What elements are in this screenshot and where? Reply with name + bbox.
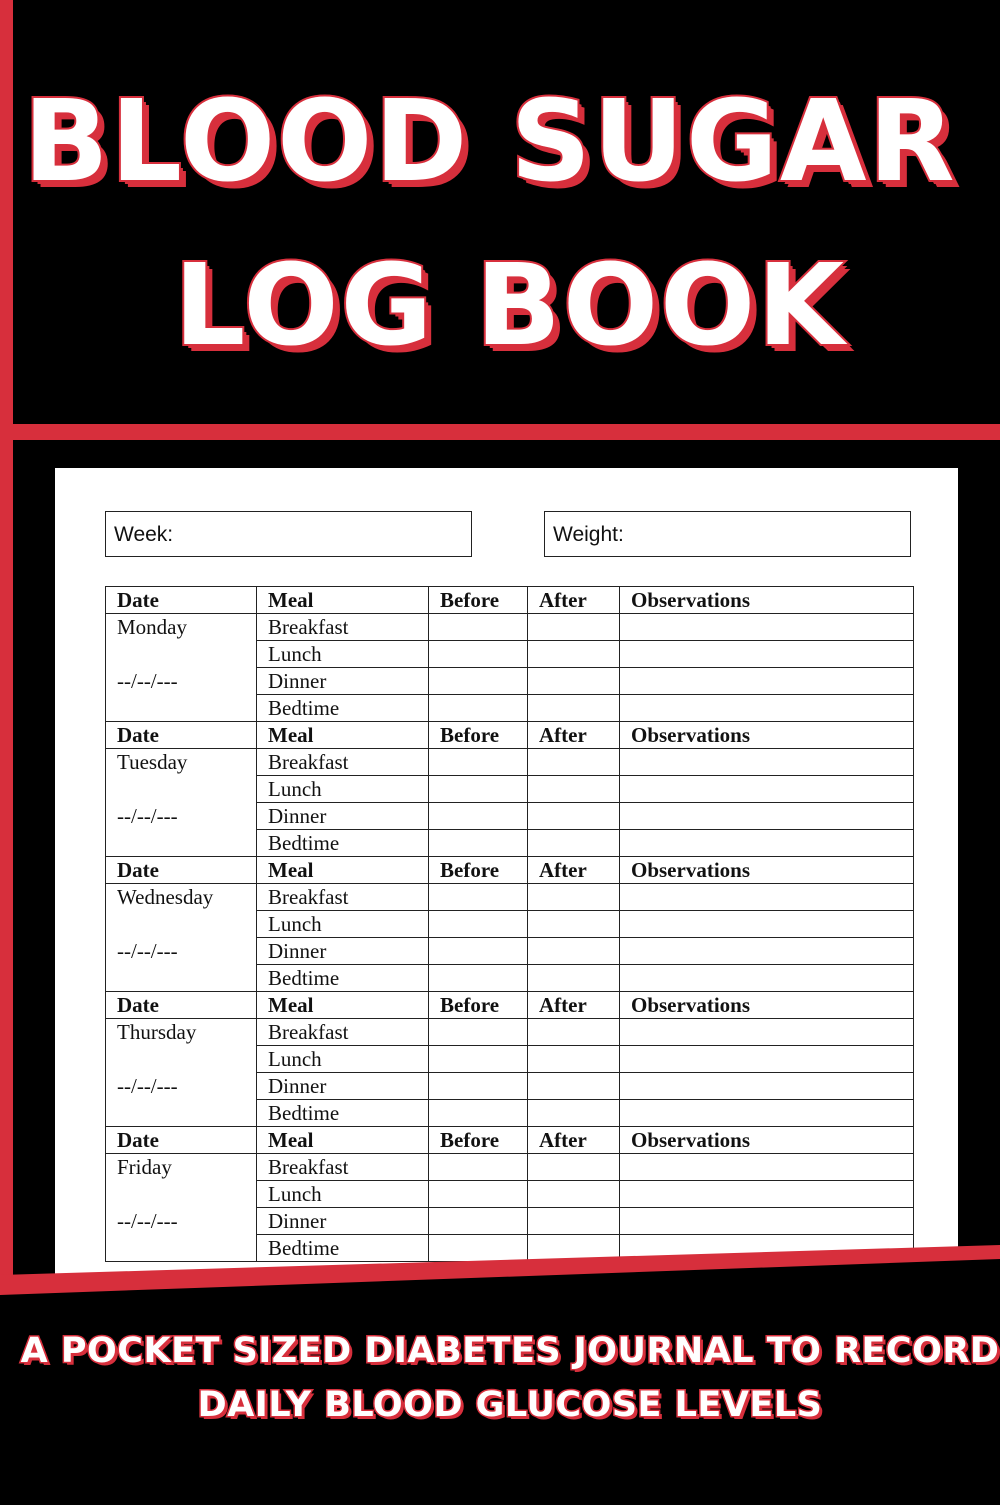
header-observations: Observations	[620, 587, 914, 614]
meal-cell: Dinner	[257, 1208, 429, 1235]
date-cell	[106, 965, 257, 992]
meal-cell: Breakfast	[257, 1154, 429, 1181]
table-row	[106, 884, 914, 911]
observations-cell	[620, 1154, 914, 1181]
header-before: Before	[429, 857, 528, 884]
date-placeholder: --/--/---	[106, 668, 257, 695]
before-cell	[429, 641, 528, 668]
header-observations: Observations	[620, 992, 914, 1019]
table-header-row	[106, 587, 914, 614]
header-after: After	[528, 857, 620, 884]
meal-cell: Lunch	[257, 911, 429, 938]
after-cell	[528, 965, 620, 992]
header-after: After	[528, 587, 620, 614]
meal-cell: Dinner	[257, 1073, 429, 1100]
before-cell	[429, 1019, 528, 1046]
observations-cell	[620, 1181, 914, 1208]
meal-cell: Lunch	[257, 641, 429, 668]
before-cell	[429, 1073, 528, 1100]
after-cell	[528, 668, 620, 695]
header-date: Date	[106, 722, 257, 749]
observations-cell	[620, 776, 914, 803]
after-cell	[528, 776, 620, 803]
date-cell	[106, 1100, 257, 1127]
before-cell	[429, 1100, 528, 1127]
header-meal: Meal	[257, 1127, 429, 1154]
after-cell	[528, 1208, 620, 1235]
meal-cell: Breakfast	[257, 614, 429, 641]
date-cell	[106, 911, 257, 938]
divider-bar	[0, 424, 1000, 440]
table-row	[106, 1154, 914, 1181]
table-row	[106, 965, 914, 992]
meal-cell: Breakfast	[257, 749, 429, 776]
meal-cell: Lunch	[257, 1046, 429, 1073]
meal-cell: Bedtime	[257, 1100, 429, 1127]
header-before: Before	[429, 1127, 528, 1154]
before-cell	[429, 830, 528, 857]
before-cell	[429, 695, 528, 722]
observations-cell	[620, 614, 914, 641]
observations-cell	[620, 911, 914, 938]
date-placeholder: --/--/---	[106, 938, 257, 965]
table-row	[106, 641, 914, 668]
meal-cell: Bedtime	[257, 965, 429, 992]
table-row	[106, 695, 914, 722]
after-cell	[528, 1181, 620, 1208]
date-placeholder: --/--/---	[106, 803, 257, 830]
header-observations: Observations	[620, 857, 914, 884]
meal-cell: Dinner	[257, 668, 429, 695]
observations-cell	[620, 668, 914, 695]
before-cell	[429, 803, 528, 830]
table-header-row	[106, 992, 914, 1019]
after-cell	[528, 614, 620, 641]
after-cell	[528, 911, 620, 938]
after-cell	[528, 695, 620, 722]
observations-cell	[620, 641, 914, 668]
header-date: Date	[106, 857, 257, 884]
before-cell	[429, 1181, 528, 1208]
table-row	[106, 803, 914, 830]
table-header-row	[106, 1127, 914, 1154]
date-cell	[106, 776, 257, 803]
day-label: Tuesday	[106, 749, 257, 776]
header-observations: Observations	[620, 1127, 914, 1154]
observations-cell	[620, 1208, 914, 1235]
after-cell	[528, 641, 620, 668]
date-cell	[106, 830, 257, 857]
table-header-row	[106, 722, 914, 749]
after-cell	[528, 1046, 620, 1073]
observations-cell	[620, 695, 914, 722]
before-cell	[429, 668, 528, 695]
table-row	[106, 668, 914, 695]
date-cell	[106, 1046, 257, 1073]
observations-cell	[620, 884, 914, 911]
observations-cell	[620, 1073, 914, 1100]
subtitle-line-1: A POCKET SIZED DIABETES JOURNAL TO RECORD	[20, 1331, 1000, 1371]
after-cell	[528, 1154, 620, 1181]
meal-cell: Bedtime	[257, 695, 429, 722]
date-cell	[106, 641, 257, 668]
observations-cell	[620, 965, 914, 992]
day-label: Thursday	[106, 1019, 257, 1046]
meal-cell: Bedtime	[257, 830, 429, 857]
day-label: Wednesday	[106, 884, 257, 911]
after-cell	[528, 830, 620, 857]
header-meal: Meal	[257, 857, 429, 884]
header-before: Before	[429, 992, 528, 1019]
subtitle-line-2: DAILY BLOOD GLUCOSE LEVELS	[197, 1385, 823, 1425]
title-line-1: BLOOD SUGAR	[23, 77, 957, 207]
observations-cell	[620, 1019, 914, 1046]
before-cell	[429, 1235, 528, 1262]
before-cell	[429, 965, 528, 992]
after-cell	[528, 1073, 620, 1100]
observations-cell	[620, 938, 914, 965]
header-after: After	[528, 722, 620, 749]
after-cell	[528, 1019, 620, 1046]
meal-cell: Breakfast	[257, 1019, 429, 1046]
header-after: After	[528, 1127, 620, 1154]
table-row	[106, 1073, 914, 1100]
week-field: Week:	[105, 511, 472, 557]
table-row	[106, 1208, 914, 1235]
observations-cell	[620, 1046, 914, 1073]
date-placeholder: --/--/---	[106, 1073, 257, 1100]
before-cell	[429, 884, 528, 911]
table-row	[106, 1100, 914, 1127]
before-cell	[429, 1208, 528, 1235]
after-cell	[528, 1100, 620, 1127]
table-row	[106, 1046, 914, 1073]
day-label: Monday	[106, 614, 257, 641]
header-date: Date	[106, 1127, 257, 1154]
observations-cell	[620, 1100, 914, 1127]
before-cell	[429, 776, 528, 803]
table-row	[106, 830, 914, 857]
date-cell	[106, 1181, 257, 1208]
after-cell	[528, 803, 620, 830]
title-line-2: LOG BOOK	[173, 241, 847, 371]
header-observations: Observations	[620, 722, 914, 749]
before-cell	[429, 938, 528, 965]
header-after: After	[528, 992, 620, 1019]
header-meal: Meal	[257, 587, 429, 614]
before-cell	[429, 749, 528, 776]
header-meal: Meal	[257, 722, 429, 749]
glucose-log-table	[105, 586, 914, 1262]
meal-cell: Lunch	[257, 1181, 429, 1208]
day-label: Friday	[106, 1154, 257, 1181]
table-row	[106, 614, 914, 641]
before-cell	[429, 911, 528, 938]
table-row	[106, 938, 914, 965]
header-date: Date	[106, 587, 257, 614]
header-meal: Meal	[257, 992, 429, 1019]
header-before: Before	[429, 722, 528, 749]
observations-cell	[620, 803, 914, 830]
date-cell	[106, 1235, 257, 1262]
table-row	[106, 911, 914, 938]
observations-cell	[620, 830, 914, 857]
after-cell	[528, 938, 620, 965]
table-row	[106, 1019, 914, 1046]
meal-cell: Breakfast	[257, 884, 429, 911]
meal-cell: Dinner	[257, 803, 429, 830]
date-cell	[106, 695, 257, 722]
meal-cell: Dinner	[257, 938, 429, 965]
table-row	[106, 1181, 914, 1208]
after-cell	[528, 749, 620, 776]
table-header-row	[106, 857, 914, 884]
weight-field: Weight:	[544, 511, 911, 557]
meal-cell: Lunch	[257, 776, 429, 803]
before-cell	[429, 1154, 528, 1181]
header-before: Before	[429, 587, 528, 614]
log-sheet-preview	[55, 468, 958, 1288]
date-placeholder: --/--/---	[106, 1208, 257, 1235]
table-row	[106, 776, 914, 803]
header-date: Date	[106, 992, 257, 1019]
meal-cell: Bedtime	[257, 1235, 429, 1262]
after-cell	[528, 884, 620, 911]
before-cell	[429, 1046, 528, 1073]
table-row	[106, 749, 914, 776]
before-cell	[429, 614, 528, 641]
observations-cell	[620, 749, 914, 776]
